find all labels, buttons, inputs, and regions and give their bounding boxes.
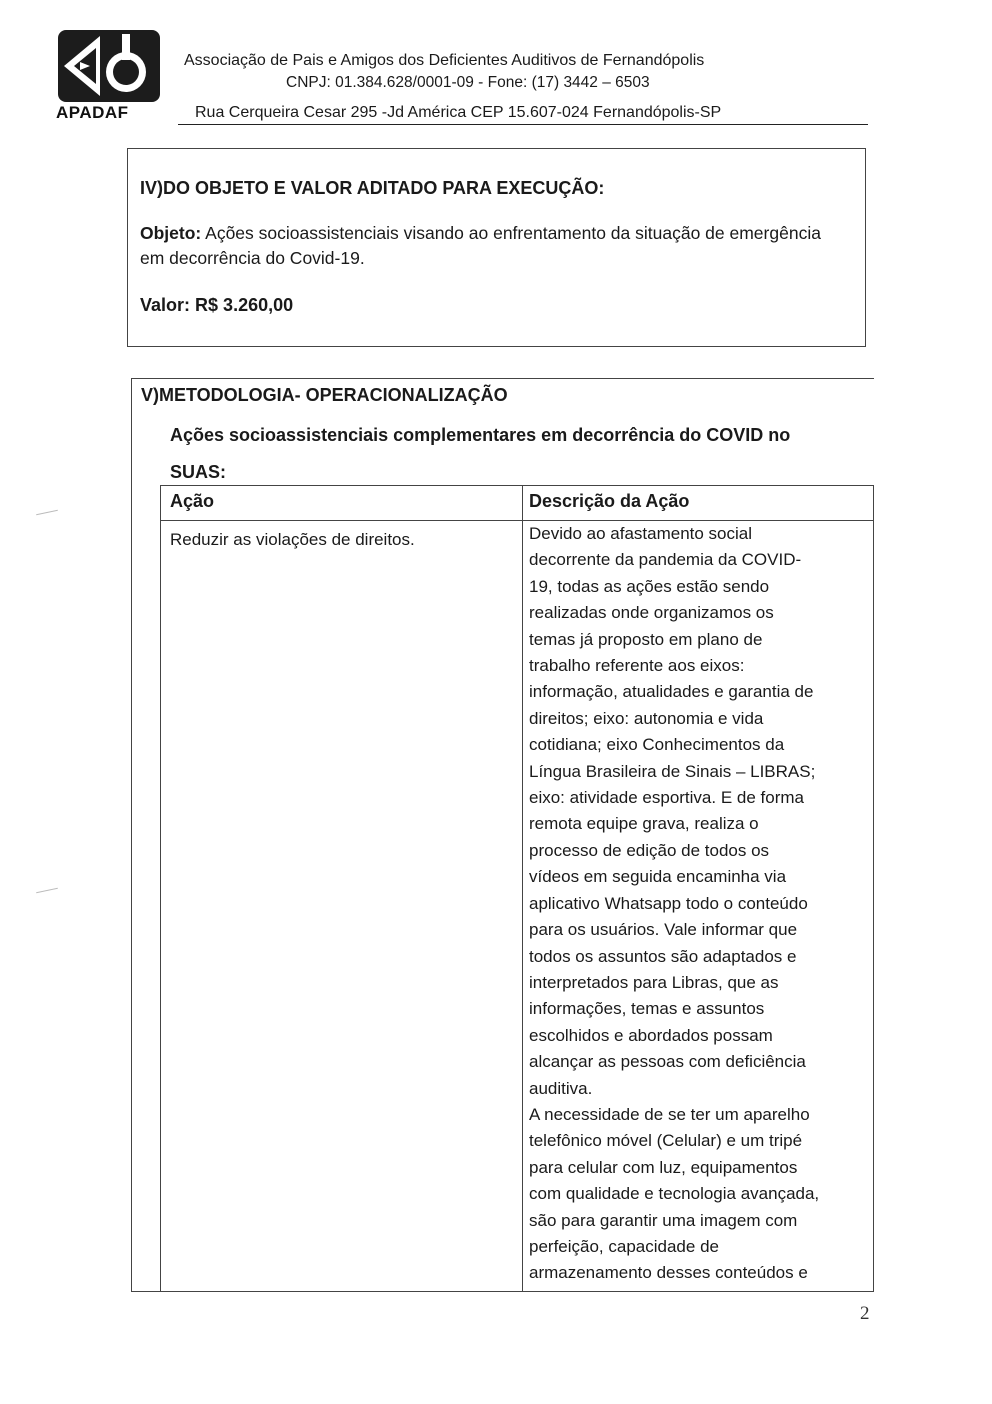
valor-label: Valor:	[140, 295, 191, 315]
apadaf-emblem-icon	[56, 28, 162, 106]
description-line: cotidiana; eixo Conhecimentos da	[529, 735, 785, 755]
objeto-paragraph	[140, 221, 840, 271]
scan-mark	[36, 510, 58, 516]
cell-descricao	[529, 521, 874, 1287]
description-line: trabalho referente aos eixos:	[529, 656, 745, 676]
objeto-label: Objeto:	[140, 223, 202, 243]
description-line: eixo: atividade esportiva. E de forma	[529, 788, 804, 808]
letterhead	[0, 0, 992, 130]
description-line: para os usuários. Vale informar que	[529, 920, 798, 940]
table-header-row	[160, 485, 874, 521]
description-line: temas já proposto em plano de	[529, 629, 763, 649]
valor-amount: R$ 3.260,00	[195, 295, 294, 315]
description-line: alcançar as pessoas com deficiência	[529, 1052, 806, 1072]
description-line: Língua Brasileira de Sinais – LIBRAS;	[529, 761, 816, 781]
description-line: aplicativo Whatsapp todo o conteúdo	[529, 893, 808, 913]
header-descricao: Descrição da Ação	[529, 491, 690, 511]
apadaf-logo	[56, 28, 162, 120]
description-line: são para garantir uma imagem com	[529, 1210, 798, 1230]
description-line: todos os assuntos são adaptados e	[529, 946, 797, 966]
description-line: remota equipe grava, realiza o	[529, 814, 759, 834]
acoes-table	[160, 485, 874, 1292]
description-line: auditiva.	[529, 1078, 593, 1098]
subtitle-line-1: Ações socioassistenciais complementares em decorrência do COVID no	[170, 425, 791, 445]
table-left-border	[160, 485, 161, 1292]
logo-wordmark: APADAF	[56, 103, 129, 122]
header-acao: Ação	[170, 491, 215, 511]
description-line: armazenamento desses conteúdos e	[529, 1263, 808, 1283]
description-line: interpretados para Libras, que as	[529, 972, 779, 992]
cell-acao: Reduzir as violações de direitos.	[170, 530, 415, 549]
valor-line	[140, 295, 293, 316]
description-line: com qualidade e tecnologia avançada,	[529, 1184, 820, 1204]
section4-title: IV)DO OBJETO E VALOR ADITADO PARA EXECUÇÃO:	[140, 178, 605, 198]
description-line: direitos; eixo: autonomia e vida	[529, 708, 764, 728]
header-rule	[178, 124, 868, 125]
page-number: 2	[860, 1303, 870, 1324]
section-objeto-valor	[127, 148, 866, 347]
table-column-divider	[522, 485, 523, 1292]
description-line: 19, todas as ações estão sendo	[529, 576, 770, 596]
address: Rua Cerqueira Cesar 295 -Jd América CEP 15.607-024 Fernandópolis-SP	[195, 104, 722, 121]
description-line: A necessidade de se ter um aparelho	[529, 1104, 810, 1124]
description-line: escolhidos e abordados possam	[529, 1025, 773, 1045]
section5-subtitle	[170, 417, 870, 491]
description-line: processo de edição de todos os	[529, 840, 770, 860]
description-line: realizadas onde organizamos os	[529, 603, 774, 623]
org-name: Associação de Pais e Amigos dos Deficientes Auditivos de Fernandópolis	[184, 52, 705, 69]
scan-mark	[36, 888, 58, 894]
objeto-text: Ações socioassistenciais visando ao enfrentamento da situação de emergência em decorrência do Covid-19.	[140, 223, 821, 268]
description-line: decorrente da pandemia da COVID-	[529, 550, 802, 570]
description-line: informação, atualidades e garantia de	[529, 682, 814, 702]
description-line: perfeição, capacidade de	[529, 1236, 719, 1256]
subtitle-line-2: SUAS:	[170, 462, 227, 482]
section5-title: V)METODOLOGIA- OPERACIONALIZAÇÃO	[141, 385, 508, 405]
description-line: informações, temas e assuntos	[529, 999, 765, 1019]
description-line: para celular com luz, equipamentos	[529, 1157, 798, 1177]
cnpj-phone: CNPJ: 01.384.628/0001-09 - Fone: (17) 3442 – 6503	[286, 74, 650, 91]
description-line: telefônico móvel (Celular) e um tripé	[529, 1131, 803, 1151]
description-line: vídeos em seguida encaminha via	[529, 867, 787, 887]
description-line: Devido ao afastamento social	[529, 524, 753, 543]
